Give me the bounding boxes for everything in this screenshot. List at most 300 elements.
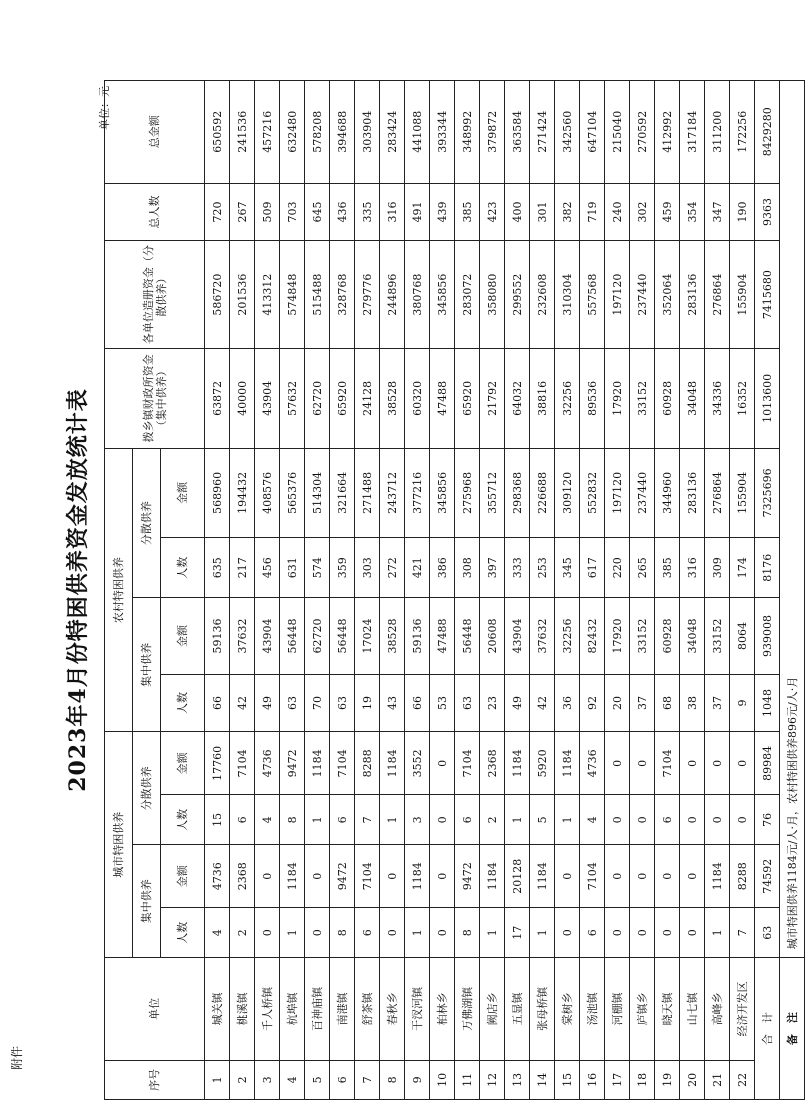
table-cell: 155904 <box>730 241 755 349</box>
row-unit-name: 城关镇 <box>205 958 230 1060</box>
table-cell: 0 <box>630 845 655 908</box>
table-cell: 0 <box>705 795 730 845</box>
table-row <box>505 81 530 1100</box>
table-cell: 2 <box>480 795 505 845</box>
unit-label: 单位：元 <box>98 86 111 130</box>
table-cell: 1 <box>480 908 505 958</box>
row-unit-name: 百神庙镇 <box>305 958 330 1060</box>
table-cell: 355712 <box>480 448 505 537</box>
row-seq: 10 <box>430 1060 455 1099</box>
table-cell: 201536 <box>230 241 255 349</box>
table-cell: 34336 <box>705 348 730 448</box>
table-row <box>255 81 280 1100</box>
table-cell: 565376 <box>280 448 305 537</box>
total-cell: 1048 <box>755 674 780 732</box>
table-cell: 8 <box>280 795 305 845</box>
table-cell: 0 <box>305 908 330 958</box>
table-row <box>580 81 605 1100</box>
table-cell: 33152 <box>630 348 655 448</box>
total-cell: 1013600 <box>755 348 780 448</box>
table-cell: 342560 <box>555 81 580 184</box>
table-cell: 0 <box>630 908 655 958</box>
table-cell: 33152 <box>705 598 730 674</box>
table-cell: 344960 <box>655 448 680 537</box>
table-cell: 302 <box>630 183 655 241</box>
header-people: 人数 <box>161 674 205 732</box>
table-row <box>405 81 430 1100</box>
table-cell: 647104 <box>580 81 605 184</box>
row-unit-name: 五显镇 <box>505 958 530 1060</box>
table-cell: 62720 <box>305 348 330 448</box>
table-cell: 5 <box>530 795 555 845</box>
row-unit-name: 山七镇 <box>680 958 705 1060</box>
row-seq: 20 <box>680 1060 705 1099</box>
table-cell: 1 <box>555 795 580 845</box>
table-cell: 457216 <box>255 81 280 184</box>
table-cell: 16352 <box>730 348 755 448</box>
header-amount: 金额 <box>161 448 205 537</box>
table-cell: 265 <box>630 538 655 598</box>
row-unit-name: 万佛湖镇 <box>455 958 480 1060</box>
table-cell: 237440 <box>630 448 655 537</box>
header-urban-dispersed: 分散供养 <box>133 732 161 845</box>
table-cell: 436 <box>330 183 355 241</box>
row-unit-name: 汤池镇 <box>580 958 605 1060</box>
table-cell: 439 <box>430 183 455 241</box>
table-cell: 43904 <box>255 598 280 674</box>
header-seq: 序号 <box>105 1060 205 1099</box>
table-cell: 345856 <box>430 448 455 537</box>
table-cell: 2368 <box>230 845 255 908</box>
table-cell: 1184 <box>305 732 330 795</box>
table-cell: 37632 <box>530 598 555 674</box>
table-cell: 509 <box>255 183 280 241</box>
table-cell: 0 <box>380 845 405 908</box>
table-cell: 38 <box>680 674 705 732</box>
table-cell: 38528 <box>380 598 405 674</box>
table-cell: 303904 <box>355 81 380 184</box>
row-seq: 5 <box>305 1060 330 1099</box>
header-unit-funds: 各单位造册资金（分散供养） <box>105 241 205 349</box>
table-cell: 0 <box>655 845 680 908</box>
table-cell: 62720 <box>305 598 330 674</box>
table-cell: 8288 <box>730 845 755 908</box>
table-cell: 279776 <box>355 241 380 349</box>
table-row <box>355 81 380 1100</box>
table-cell: 574 <box>305 538 330 598</box>
table-cell: 0 <box>430 908 455 958</box>
row-unit-name: 棠树乡 <box>555 958 580 1060</box>
total-row <box>755 81 780 1100</box>
table-cell: 0 <box>680 908 705 958</box>
row-seq: 19 <box>655 1060 680 1099</box>
table-cell: 0 <box>730 795 755 845</box>
table-cell: 0 <box>605 908 630 958</box>
table-row <box>630 81 655 1100</box>
table-cell: 63872 <box>205 348 230 448</box>
note-row <box>780 81 805 1100</box>
table-cell: 359 <box>330 538 355 598</box>
table-cell: 241536 <box>230 81 255 184</box>
row-seq: 15 <box>555 1060 580 1099</box>
table-cell: 197120 <box>605 448 630 537</box>
table-cell: 298368 <box>505 448 530 537</box>
stats-table <box>104 80 805 1100</box>
table-cell: 7 <box>355 795 380 845</box>
table-cell: 244896 <box>380 241 405 349</box>
table-row <box>730 81 755 1100</box>
table-cell: 0 <box>305 845 330 908</box>
note-text: 城市特困供养1184元/人·月，农村特困供养896元/人·月 <box>780 81 805 958</box>
table-cell: 2368 <box>480 732 505 795</box>
table-cell: 8 <box>330 908 355 958</box>
table-cell: 4736 <box>205 845 230 908</box>
table-cell: 253 <box>530 538 555 598</box>
total-cell: 89984 <box>755 732 780 795</box>
table-cell: 276864 <box>705 448 730 537</box>
table-cell: 63 <box>280 674 305 732</box>
table-cell: 491 <box>405 183 430 241</box>
table-cell: 1184 <box>505 732 530 795</box>
table-cell: 358080 <box>480 241 505 349</box>
row-unit-name: 经济开发区 <box>730 958 755 1060</box>
total-label: 合 计 <box>755 958 780 1100</box>
table-cell: 56448 <box>280 598 305 674</box>
table-cell: 9472 <box>455 845 480 908</box>
table-cell: 347 <box>705 183 730 241</box>
table-cell: 37 <box>630 674 655 732</box>
table-cell: 275968 <box>455 448 480 537</box>
total-cell: 8176 <box>755 538 780 598</box>
table-cell: 42 <box>530 674 555 732</box>
row-seq: 4 <box>280 1060 305 1099</box>
table-cell: 237440 <box>630 241 655 349</box>
table-cell: 220 <box>605 538 630 598</box>
table-cell: 397 <box>480 538 505 598</box>
page-title: 2023年4月份特困供养资金发放统计表 <box>65 388 91 792</box>
table-cell: 59136 <box>405 598 430 674</box>
table-cell: 0 <box>430 845 455 908</box>
table-cell: 38816 <box>530 348 555 448</box>
table-cell: 38528 <box>380 348 405 448</box>
row-seq: 22 <box>730 1060 755 1099</box>
row-unit-name: 千人桥镇 <box>255 958 280 1060</box>
table-row <box>605 81 630 1100</box>
table-cell: 3552 <box>405 732 430 795</box>
table-cell: 49 <box>505 674 530 732</box>
table-cell: 333 <box>505 538 530 598</box>
rotated-sheet <box>58 80 799 1100</box>
table-cell: 0 <box>255 845 280 908</box>
table-cell: 7104 <box>330 732 355 795</box>
table-cell: 311200 <box>705 81 730 184</box>
table-cell: 232608 <box>530 241 555 349</box>
total-cell: 7325696 <box>755 448 780 537</box>
table-cell: 283072 <box>455 241 480 349</box>
table-cell: 7 <box>730 908 755 958</box>
table-cell: 352064 <box>655 241 680 349</box>
table-cell: 386 <box>430 538 455 598</box>
row-unit-name: 河棚镇 <box>605 958 630 1060</box>
table-cell: 4 <box>205 908 230 958</box>
table-cell: 0 <box>605 732 630 795</box>
table-row <box>330 81 355 1100</box>
row-seq: 3 <box>255 1060 280 1099</box>
table-cell: 316 <box>380 183 405 241</box>
table-cell: 456 <box>255 538 280 598</box>
table-cell: 321664 <box>330 448 355 537</box>
header-township-funds: 拨乡镇财政所资金（集中供养） <box>105 348 205 448</box>
header-amount: 金额 <box>161 598 205 674</box>
table-cell: 380768 <box>405 241 430 349</box>
table-cell: 7104 <box>655 732 680 795</box>
table-cell: 6 <box>580 908 605 958</box>
table-cell: 20128 <box>505 845 530 908</box>
table-cell: 309120 <box>555 448 580 537</box>
table-cell: 6 <box>230 795 255 845</box>
row-seq: 21 <box>705 1060 730 1099</box>
table-cell: 393344 <box>430 81 455 184</box>
row-unit-name: 柏林乡 <box>430 958 455 1060</box>
header-urban-centralized: 集中供养 <box>133 845 161 958</box>
table-cell: 303 <box>355 538 380 598</box>
table-cell: 0 <box>630 732 655 795</box>
table-cell: 270592 <box>630 81 655 184</box>
table-cell: 328768 <box>330 241 355 349</box>
header-total-amount: 总金额 <box>105 81 205 184</box>
total-cell: 8429280 <box>755 81 780 184</box>
table-cell: 1 <box>305 795 330 845</box>
row-seq: 13 <box>505 1060 530 1099</box>
row-unit-name: 杭埠镇 <box>280 958 305 1060</box>
table-cell: 703 <box>280 183 305 241</box>
table-cell: 66 <box>405 674 430 732</box>
table-cell: 8288 <box>355 732 380 795</box>
table-cell: 6 <box>455 795 480 845</box>
table-body <box>205 81 755 1100</box>
row-unit-name: 南港镇 <box>330 958 355 1060</box>
table-cell: 37632 <box>230 598 255 674</box>
table-cell: 65920 <box>455 348 480 448</box>
table-cell: 6 <box>330 795 355 845</box>
table-cell: 7104 <box>355 845 380 908</box>
table-cell: 0 <box>680 732 705 795</box>
table-cell: 40000 <box>230 348 255 448</box>
table-cell: 345856 <box>430 241 455 349</box>
table-cell: 8 <box>455 908 480 958</box>
table-cell: 7104 <box>230 732 255 795</box>
table-cell: 557568 <box>580 241 605 349</box>
table-cell: 578208 <box>305 81 330 184</box>
row-unit-name: 舒茶镇 <box>355 958 380 1060</box>
table-cell: 394688 <box>330 81 355 184</box>
note-label: 备 注 <box>780 958 805 1100</box>
table-cell: 0 <box>430 732 455 795</box>
table-cell: 309 <box>705 538 730 598</box>
table-cell: 514304 <box>305 448 330 537</box>
row-unit-name: 庐镇乡 <box>630 958 655 1060</box>
table-cell: 60928 <box>655 348 680 448</box>
header-people: 人数 <box>161 795 205 845</box>
total-cell: 76 <box>755 795 780 845</box>
table-cell: 363584 <box>505 81 530 184</box>
table-cell: 4 <box>580 795 605 845</box>
table-cell: 56448 <box>455 598 480 674</box>
table-cell: 632480 <box>280 81 305 184</box>
total-cell: 7415680 <box>755 241 780 349</box>
table-cell: 1 <box>530 908 555 958</box>
table-row <box>230 81 255 1100</box>
table-row <box>655 81 680 1100</box>
header-amount: 金额 <box>161 845 205 908</box>
table-cell: 172256 <box>730 81 755 184</box>
table-cell: 354 <box>680 183 705 241</box>
header-people: 人数 <box>161 908 205 958</box>
table-cell: 1184 <box>480 845 505 908</box>
table-row <box>455 81 480 1100</box>
table-cell: 1184 <box>280 845 305 908</box>
table-cell: 197120 <box>605 241 630 349</box>
row-seq: 8 <box>380 1060 405 1099</box>
table-cell: 64032 <box>505 348 530 448</box>
table-cell: 65920 <box>330 348 355 448</box>
row-unit-name: 干汊河镇 <box>405 958 430 1060</box>
table-row <box>205 81 230 1100</box>
table-cell: 0 <box>605 795 630 845</box>
table-cell: 0 <box>555 845 580 908</box>
table-row <box>555 81 580 1100</box>
table-cell: 194432 <box>230 448 255 537</box>
table-cell: 56448 <box>330 598 355 674</box>
table-cell: 47488 <box>430 598 455 674</box>
table-row <box>480 81 505 1100</box>
table-cell: 0 <box>730 732 755 795</box>
table-cell: 459 <box>655 183 680 241</box>
table-cell: 617 <box>580 538 605 598</box>
row-seq: 11 <box>455 1060 480 1099</box>
table-cell: 1184 <box>705 845 730 908</box>
table-cell: 271424 <box>530 81 555 184</box>
table-cell: 568960 <box>205 448 230 537</box>
table-cell: 32256 <box>555 598 580 674</box>
table-cell: 57632 <box>280 348 305 448</box>
table-cell: 190 <box>730 183 755 241</box>
table-cell: 1 <box>405 908 430 958</box>
row-seq: 17 <box>605 1060 630 1099</box>
table-cell: 276864 <box>705 241 730 349</box>
table-cell: 552832 <box>580 448 605 537</box>
table-cell: 9472 <box>280 732 305 795</box>
table-cell: 650592 <box>205 81 230 184</box>
table-cell: 7104 <box>455 732 480 795</box>
table-cell: 43904 <box>255 348 280 448</box>
table-cell: 1 <box>505 795 530 845</box>
table-cell: 4736 <box>255 732 280 795</box>
table-cell: 635 <box>205 538 230 598</box>
table-cell: 63 <box>455 674 480 732</box>
table-cell: 15 <box>205 795 230 845</box>
row-seq: 18 <box>630 1060 655 1099</box>
table-cell: 240 <box>605 183 630 241</box>
table-cell: 272 <box>380 538 405 598</box>
table-cell: 6 <box>355 908 380 958</box>
table-cell: 385 <box>455 183 480 241</box>
row-seq: 1 <box>205 1060 230 1099</box>
row-seq: 6 <box>330 1060 355 1099</box>
table-cell: 36 <box>555 674 580 732</box>
table-cell: 317184 <box>680 81 705 184</box>
row-seq: 14 <box>530 1060 555 1099</box>
total-cell: 9363 <box>755 183 780 241</box>
table-cell: 645 <box>305 183 330 241</box>
table-cell: 0 <box>655 908 680 958</box>
table-cell: 0 <box>680 845 705 908</box>
table-cell: 283136 <box>680 448 705 537</box>
table-cell: 4 <box>255 795 280 845</box>
table-cell: 92 <box>580 674 605 732</box>
header-unit: 单位 <box>105 958 205 1060</box>
table-cell: 20608 <box>480 598 505 674</box>
table-cell: 412992 <box>655 81 680 184</box>
table-cell: 283136 <box>680 241 705 349</box>
table-cell: 21792 <box>480 348 505 448</box>
table-cell: 2 <box>230 908 255 958</box>
total-cell: 63 <box>755 908 780 958</box>
table-cell: 271488 <box>355 448 380 537</box>
table-cell: 42 <box>230 674 255 732</box>
table-cell: 515488 <box>305 241 330 349</box>
table-cell: 400 <box>505 183 530 241</box>
table-cell: 720 <box>205 183 230 241</box>
table-cell: 17 <box>505 908 530 958</box>
table-cell: 215040 <box>605 81 630 184</box>
header-amount: 金额 <box>161 732 205 795</box>
table-cell: 17760 <box>205 732 230 795</box>
header-rural-centralized: 集中供养 <box>133 598 161 732</box>
row-seq: 12 <box>480 1060 505 1099</box>
table-cell: 20 <box>605 674 630 732</box>
table-cell: 1184 <box>555 732 580 795</box>
table-cell: 382 <box>555 183 580 241</box>
header-rural: 农村特困供养 <box>105 448 133 732</box>
table-cell: 17024 <box>355 598 380 674</box>
table-cell: 8064 <box>730 598 755 674</box>
table-cell: 1 <box>380 795 405 845</box>
table-cell: 1184 <box>405 845 430 908</box>
table-row <box>530 81 555 1100</box>
table-cell: 0 <box>605 845 630 908</box>
row-seq: 9 <box>405 1060 430 1099</box>
table-cell: 66 <box>205 674 230 732</box>
table-cell: 0 <box>705 732 730 795</box>
table-cell: 348992 <box>455 81 480 184</box>
table-cell: 60928 <box>655 598 680 674</box>
total-cell: 939008 <box>755 598 780 674</box>
header-urban: 城市特困供养 <box>105 732 133 958</box>
table-cell: 24128 <box>355 348 380 448</box>
table-cell: 17920 <box>605 598 630 674</box>
table-cell: 283424 <box>380 81 405 184</box>
table-cell: 1 <box>280 908 305 958</box>
table-cell: 9 <box>730 674 755 732</box>
table-cell: 53 <box>430 674 455 732</box>
table-cell: 379872 <box>480 81 505 184</box>
table-cell: 6 <box>655 795 680 845</box>
table-cell: 89536 <box>580 348 605 448</box>
table-cell: 49 <box>255 674 280 732</box>
table-cell: 0 <box>680 795 705 845</box>
table-cell: 4736 <box>580 732 605 795</box>
